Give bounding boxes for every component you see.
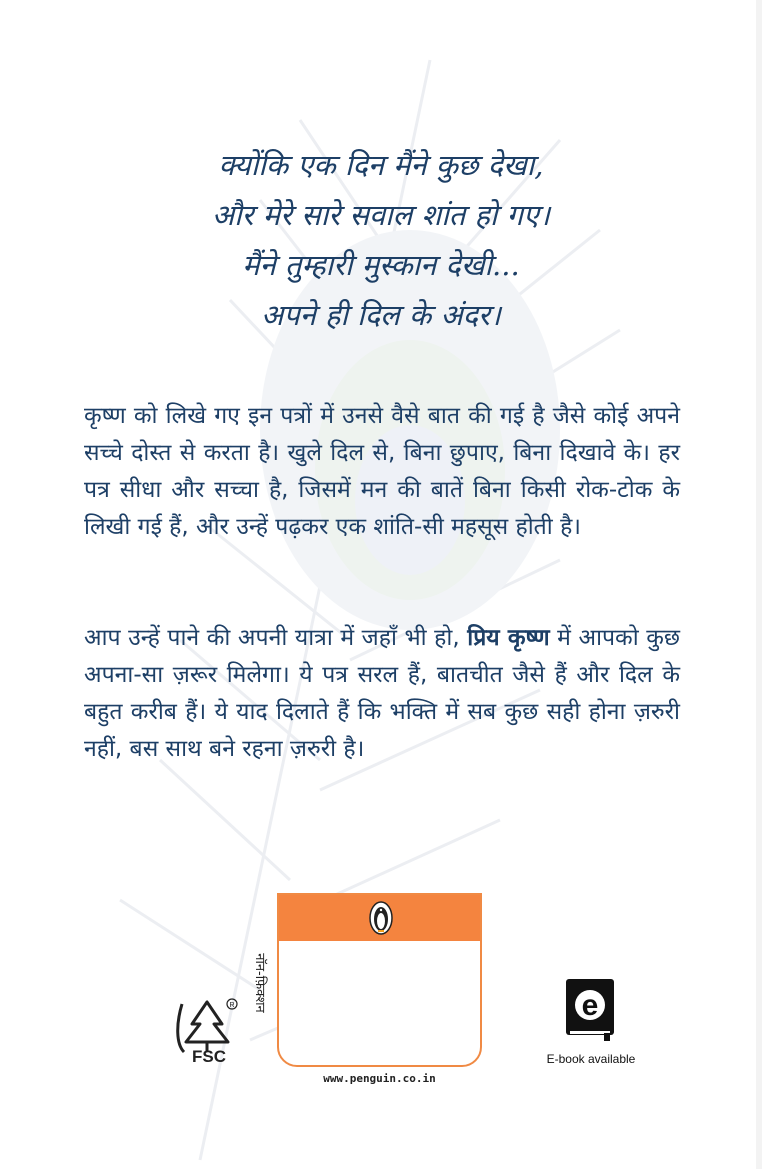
penguin-logo-icon [369, 901, 393, 935]
poem-line: और मेरे सारे सवाल शांत हो गए। [212, 198, 550, 232]
barcode-box [277, 893, 482, 1067]
ebook-icon [564, 977, 616, 1041]
poem [0, 140, 762, 340]
poem-line: अपने ही दिल के अंदर। [261, 298, 501, 332]
paragraph-text-end: में आपको कुछ अपना-सा ज़रूर मिलेगा। ये पत्र सरल हैं, बातचीत जैसे हैं और दिल के बहुत करीब हैं। ये याद दिलाते हैं कि भक्ति में सब कुछ सही होना ज़रुरी नहीं, बस साथ बने रहना ज़रुरी है। [84, 625, 681, 762]
paragraph-text [84, 620, 680, 768]
ebook-label: E-book available [546, 1052, 636, 1066]
publisher-band [279, 895, 480, 941]
fsc-label: FSC [192, 1047, 226, 1066]
svg-text:R: R [229, 1002, 235, 1009]
publisher-website: www.penguin.co.in [323, 1072, 436, 1085]
category-label [246, 940, 276, 1026]
paragraph-text: कृष्ण को लिखे गए इन पत्रों में उनसे वैसे बात की गई है जैसे कोई अपने सच्चे दोस्त से करता है। खुले दिल से, बिना छुपाए, बिना दिखावे के। हर पत्र सीधा और सच्चा है, जिसमें मन की बातें बिना किसी रोक-टोक के लिखी गई हैं, और उन्हें पढ़कर एक शांति-सी महसूस होती है। [84, 403, 680, 540]
description-paragraph-2 [84, 620, 680, 768]
category-text: नॉन-फ़िक्शन [252, 953, 267, 1013]
description-paragraph-1 [84, 398, 680, 546]
ebook-letter: e [581, 989, 599, 1022]
poem-line: क्योंकि एक दिन मैंने कुछ देखा, [218, 148, 544, 182]
paragraph-text-start: आप उन्हें पाने की अपनी यात्रा में जहाँ भी हो, [84, 625, 468, 651]
book-title: प्रिय कृष्ण [467, 625, 550, 651]
poem-line: मैंने तुम्हारी मुस्कान देखी... [242, 248, 520, 282]
